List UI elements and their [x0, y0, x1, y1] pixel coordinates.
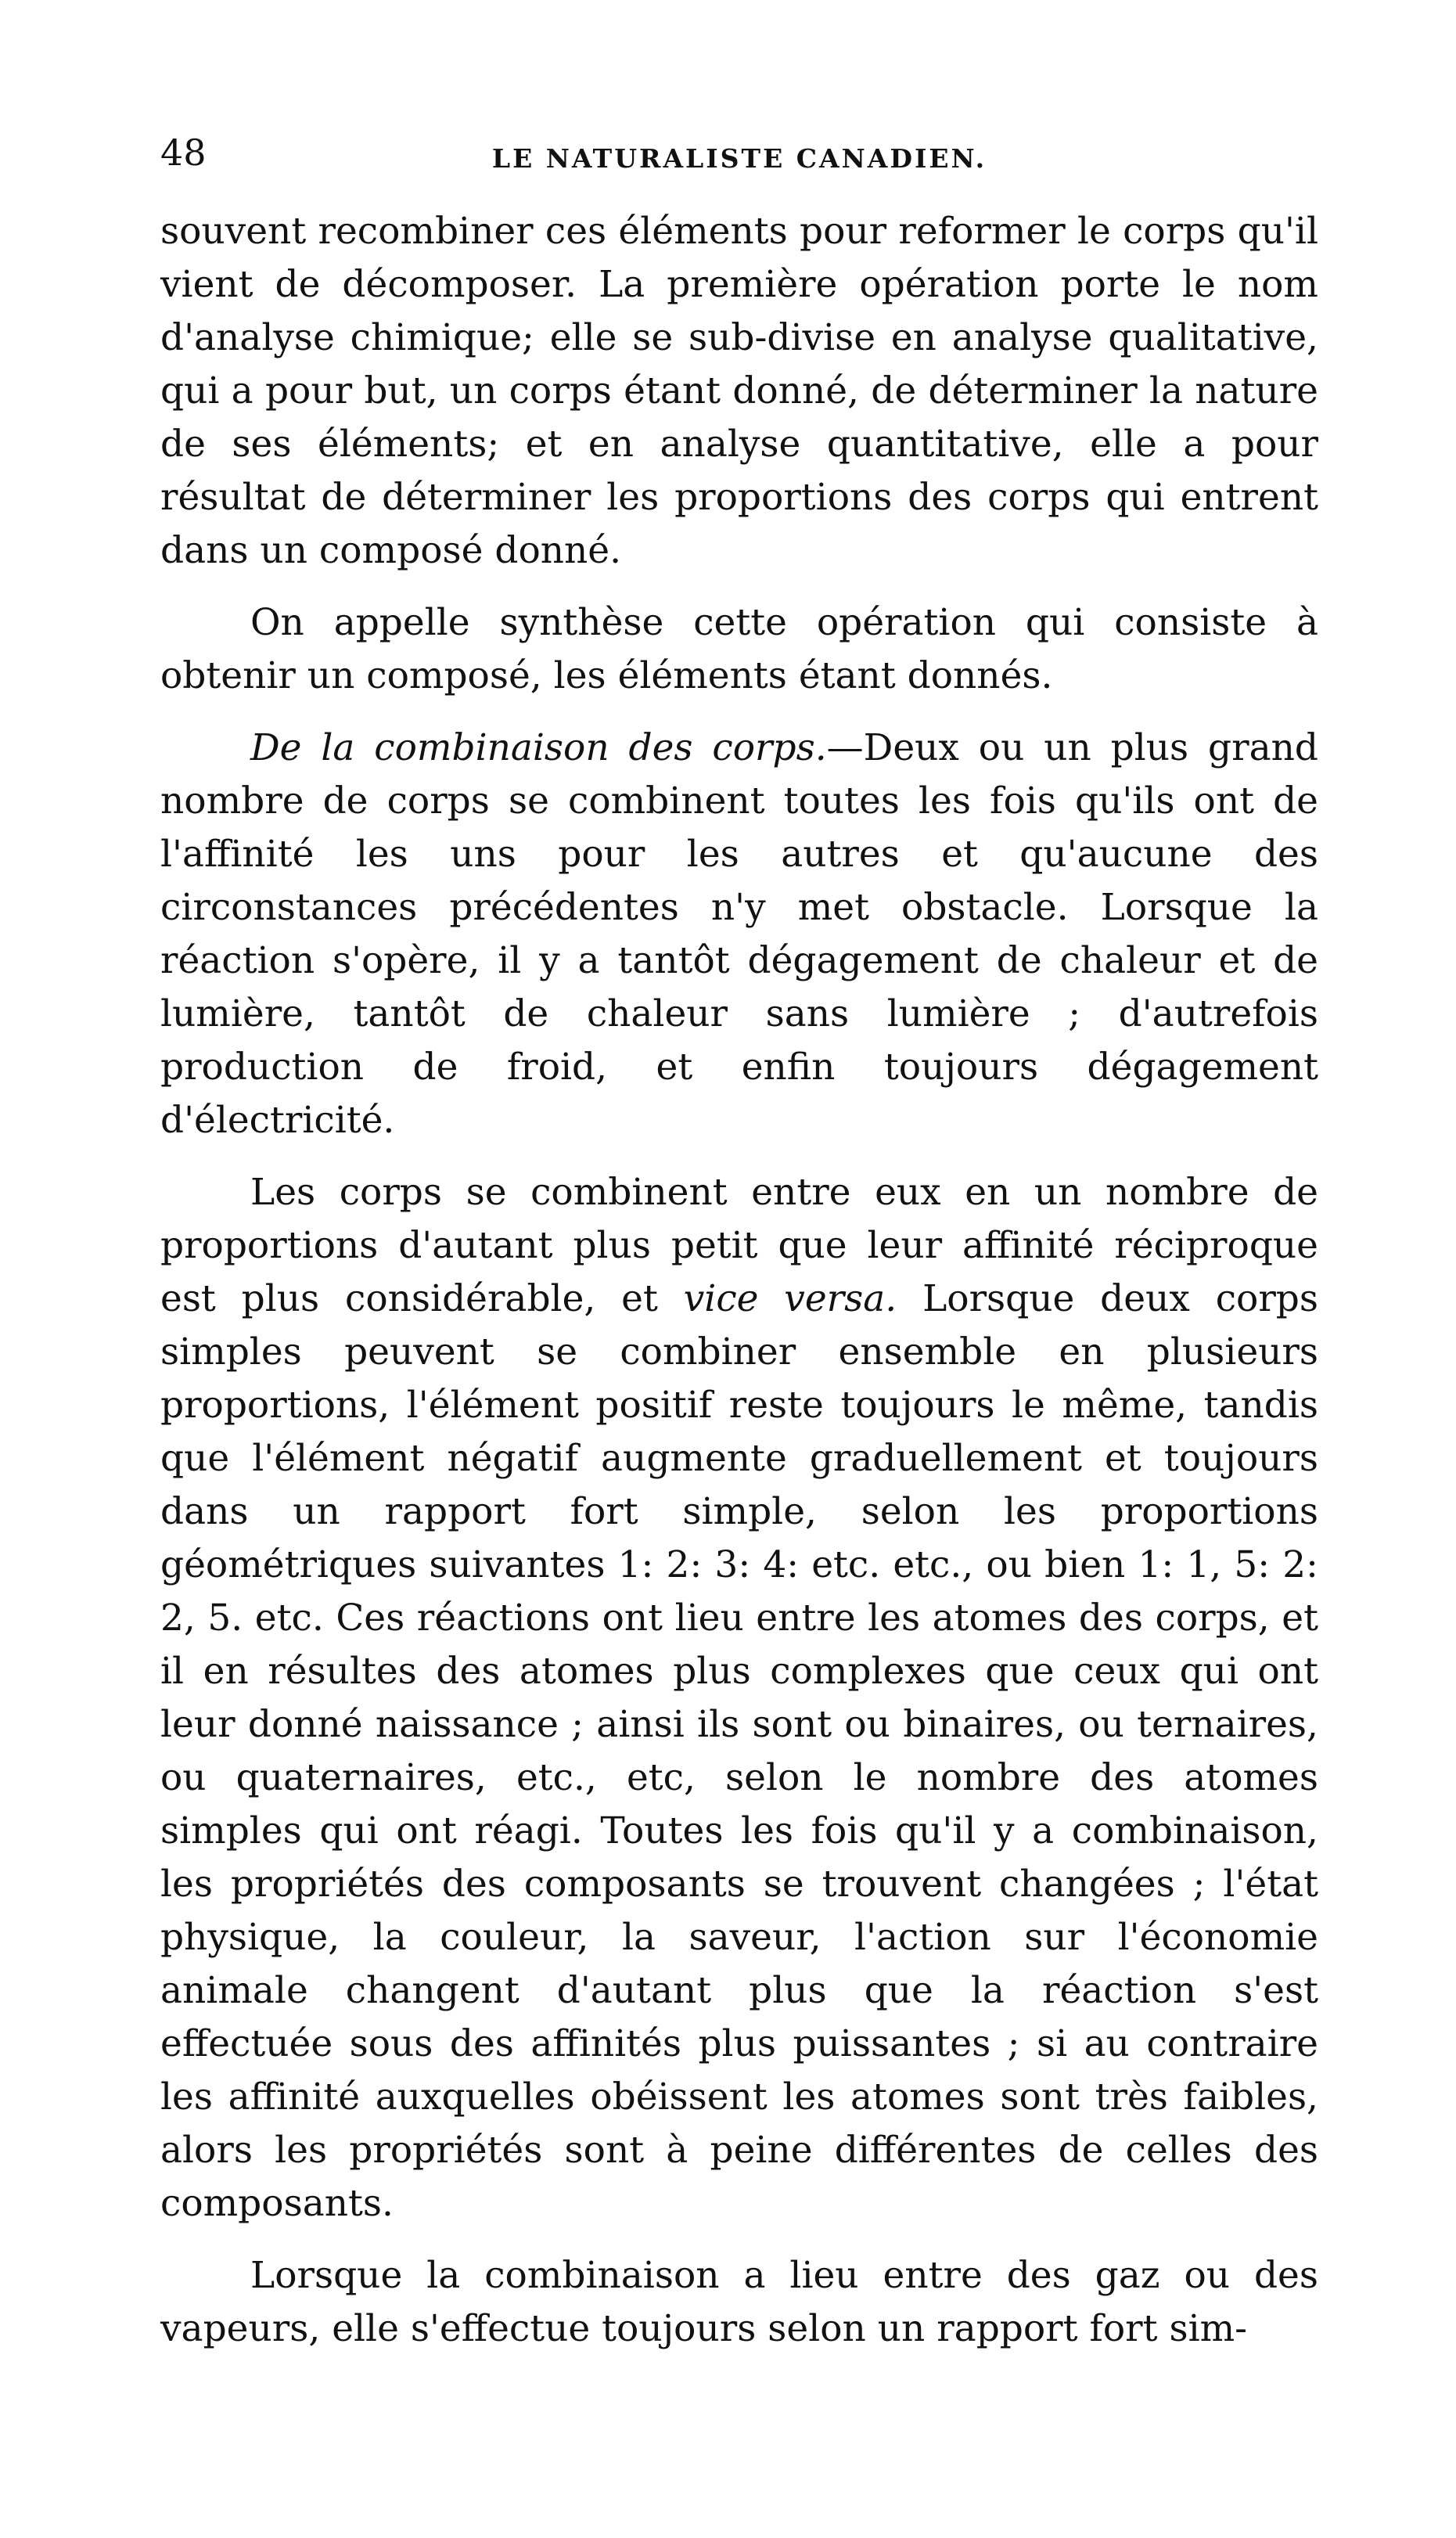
- paragraph-synthesis: [160, 596, 1318, 703]
- paragraph-combination: [160, 722, 1318, 1147]
- paragraph-gases: [160, 2249, 1318, 2356]
- running-title: LE NATURALISTE CANADIEN.: [491, 143, 987, 174]
- paragraph-text: On appelle synthèse cette opération qui consiste à obtenir un composé, les éléments étant donnés.: [160, 601, 1318, 697]
- paragraph-proportions: [160, 1166, 1318, 2230]
- paragraph-analysis: [160, 205, 1318, 578]
- paragraph-text: souvent recombiner ces éléments pour reformer le corps qu'il vient de décomposer. La première opération porte le nom d'analyse chimique; elle se sub-divise en analyse qualitative, qui a pour but, un corps étant donné, de déterminer la nature de ses éléments; et en analyse quantitative, elle a pour résultat de déterminer les proportions des corps qui entrent dans un composé donné.: [160, 210, 1318, 572]
- paragraph-text: —Deux ou un plus grand nombre de corps se combinent toutes les fois qu'ils ont de l'affinité les uns pour les autres et qu'aucune des circonstances précédentes n'y met obstacle. Lorsque la réaction s'opère, il y a tantôt dégagement de chaleur et de lumière, tantôt de chaleur sans lumière ; d'autrefois production de froid, et enfin toujours dégagement d'électricité.: [160, 726, 1318, 1142]
- body-text: [160, 205, 1318, 2356]
- paragraph-text: Lorsque la combinaison a lieu entre des gaz ou des vapeurs, elle s'effectue toujours selon un rapport fort sim-: [160, 2254, 1318, 2350]
- page-number: 48: [160, 131, 207, 174]
- section-heading: De la combinaison des corps.: [250, 726, 827, 769]
- paragraph-text-start: Les corps se combinent entre eux en un nombre de proportions d'autant plus petit que leur affinité réciproque est plus considérable, et: [160, 1171, 1318, 1320]
- paragraph-text-end: Lorsque deux corps simples peuvent se combiner ensemble en plusieurs proportions, l'élément positif reste toujours le même, tandis que l'élément négatif augmente graduellement et toujours dans un rapport fort simple, selon les proportions géométriques suivantes 1: 2: 3: 4: etc. etc., ou bien 1: 1, 5: 2: 2, 5. etc. Ces réactions ont lieu entre les atomes des corps, et il en résultes des atomes plus complexes que ceux qui ont leur donné naissance ; ainsi ils sont ou binaires, ou ternaires, ou quaternaires, etc., etc, selon le nombre des atomes simples qui ont réagi. Toutes les fois qu'il y a combinaison, les propriétés des composants se trouvent changées ; l'état physique, la couleur, la saveur, l'action sur l'économie animale changent d'autant plus que la réaction s'est effectuée sous des affinités plus puissantes ; si au contraire les affinité auxquelles obéissent les atomes sont très faibles, alors les propriétés sont à peine différentes de celles des composants.: [160, 1277, 1318, 2225]
- italic-phrase: vice versa.: [683, 1277, 897, 1320]
- page-header: [160, 125, 1318, 180]
